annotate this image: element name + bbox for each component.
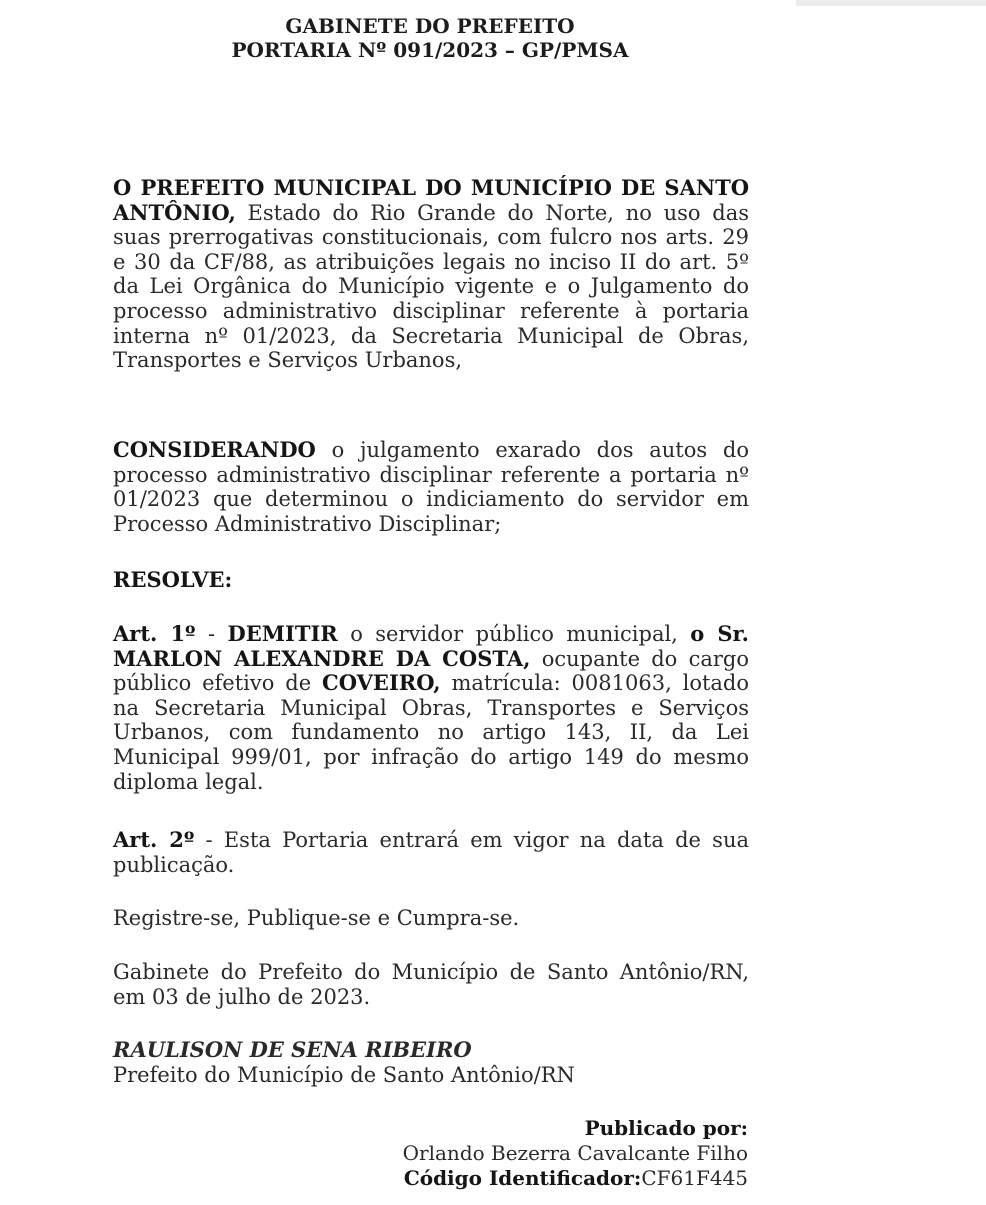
art1-cargo: COVEIRO,: [322, 670, 441, 696]
preamble-paragraph: [113, 176, 749, 373]
art1-servant-name: o Sr. MARLON ALEXANDRE DA COSTA,: [113, 621, 749, 671]
signature-role: Prefeito do Município de Santo Antônio/RN: [113, 1062, 575, 1087]
art1-label: Art. 1º: [113, 621, 196, 646]
considerando-paragraph: [113, 438, 749, 536]
place-date: [113, 960, 749, 1009]
art1-text-1: o servidor público municipal,: [337, 622, 691, 646]
top-edge-shadow: [796, 0, 986, 6]
preamble-text: Estado do Rio Grande do Norte, no uso das suas prerrogativas constitucionais, com fulcro nos arts. 29 e 30 da CF/88, as atribuições legais no inciso II do art. 5º da Lei Orgânica do Município vigente e o Julgamento do processo administrativo disciplinar referente à portaria interna nº 01/2023, da Secretaria Municipal de Obras, Transportes e Serviços Urbanos,: [113, 200, 749, 373]
registre-line: [113, 906, 749, 931]
identifier-code-label: Código Identificador:: [403, 1166, 642, 1190]
art1-text-2: ocupante do cargo público efetivo de: [113, 646, 749, 696]
article-2: [113, 828, 749, 877]
published-by-name: Orlando Bezerra Cavalcante Filho: [402, 1141, 748, 1165]
art1-separator: -: [195, 622, 228, 646]
published-by-label: Publicado por:: [584, 1116, 748, 1140]
resolve-label: RESOLVE:: [113, 567, 233, 592]
registre-text: Registre-se, Publique-se e Cumpra-se.: [113, 906, 520, 930]
preamble-bold: O PREFEITO MUNICIPAL DO MUNICÍPIO DE SANTO ANTÔNIO,: [113, 175, 749, 225]
art1-text-3: matrícula: 0081063, lotado na Secretaria Municipal Obras, Transportes e Serviços Urbanos, com fundamento no artigo 143, II, da Lei Municipal 999/01, por infração do artigo 149 do mesmo diploma legal.: [113, 671, 750, 794]
publication-block: [403, 1116, 748, 1191]
signature-block: [113, 1038, 749, 1087]
document-header: [0, 14, 860, 62]
header-portaria-number: PORTARIA Nº 091/2023 – GP/PMSA: [231, 38, 629, 62]
signature-name: RAULISON DE SENA RIBEIRO: [113, 1037, 472, 1062]
identifier-code: CF61F445: [641, 1166, 748, 1190]
article-1: [113, 622, 749, 794]
considerando-text: o julgamento exarado dos autos do processo administrativo disciplinar referente a portaria nº 01/2023 que determinou o indiciamento do servidor em Processo Administrativo Disciplinar;: [113, 438, 749, 536]
place-date-text: Gabinete do Prefeito do Município de Santo Antônio/RN, em 03 de julho de 2023.: [113, 960, 749, 1009]
art2-label: Art. 2º: [113, 827, 195, 852]
considerando-bold: CONSIDERANDO: [113, 437, 316, 462]
art1-verb: DEMITIR: [227, 621, 338, 646]
header-office: GABINETE DO PREFEITO: [285, 14, 575, 38]
resolve-heading: [113, 568, 749, 593]
art2-text: - Esta Portaria entrará em vigor na data de sua publicação.: [113, 828, 749, 877]
